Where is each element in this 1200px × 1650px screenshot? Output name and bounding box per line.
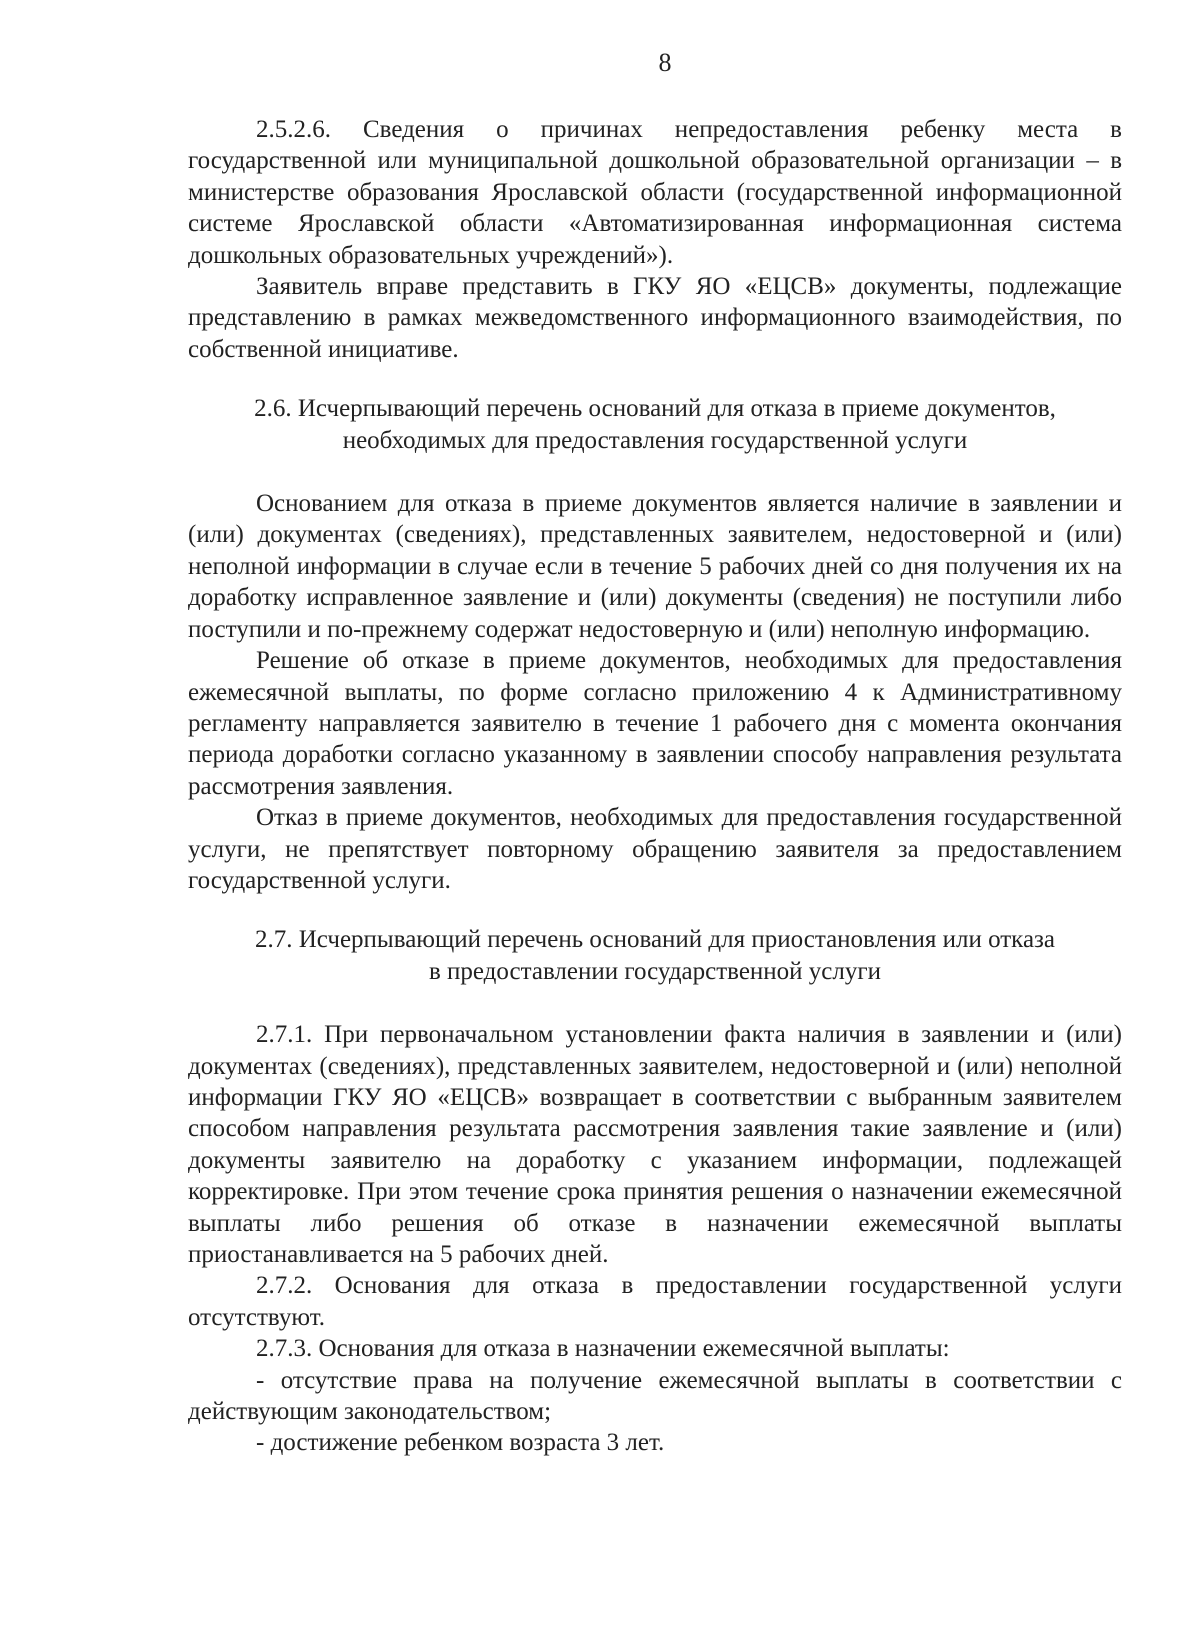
paragraph-2-5-2-6: 2.5.2.6. Сведения о причинах непредоставления ребенку места в государственной или муниципальной дошкольной образовательной организации – в министерстве образования Ярославской области (государственной информационной системе Ярославской области «Автоматизированная информационная система дошкольных образовательных учреждений»). [188,116,1122,269]
paragraph-2-7-1: 2.7.1. При первоначальном установлении факта наличия в заявлении и (или) документах (сведениях), представленных заявителем, недостоверной и (или) неполной информации ГКУ ЯО «ЕЦСВ» возвращает в соответствии с выбранным заявителем способом направления результата рассмотрения заявления такие заявление и (или) документы заявителю на доработку с указанием информации, подлежащей корректировке. При этом течение срока принятия решения о назначении ежемесячной выплаты либо решения об отказе в назначении ежемесячной выплаты приостанавливается на 5 рабочих дней. [188,1021,1122,1268]
page-number: 8 [658,48,672,77]
section-heading-2-7-line1: 2.7. Исчерпывающий перечень оснований для приостановления или отказа [254,926,1056,954]
section-heading-2-6-line1: 2.6. Исчерпывающий перечень оснований для отказа в приеме документов, [254,395,1056,423]
paragraph-refusal-no-obstacle: Отказ в приеме документов, необходимых для предоставления государственной услуги, не препятствует повторному обращению заявителя за предоставлением государственной услуги. [188,804,1122,894]
paragraph-refusal-grounds: Основанием для отказа в приеме документов является наличие в заявлении и (или) документах (сведениях), представленных заявителем, недостоверной и (или) неполной информации в случае если в течение 5 рабочих дней со дня получения их на доработку исправленное заявление и (или) документы (сведения) не поступили либо поступили и по-прежнему содержат недостоверную и (или) неполную информацию. [188,490,1122,643]
paragraph-applicant-right: Заявитель вправе представить в ГКУ ЯО «ЕЦСВ» документы, подлежащие представлению в рамках межведомственного информационного взаимодействия, по собственной инициативе. [188,273,1122,363]
paragraph-refusal-decision: Решение об отказе в приеме документов, необходимых для предоставления ежемесячной выплаты, по форме согласно приложению 4 к Административному регламенту направляется заявителю в течение 1 рабочего дня с момента окончания периода доработки согласно указанному в заявлении способу направления результата рассмотрения заявления. [188,647,1122,800]
section-heading-2-7 [188,924,1122,987]
list-item-age-limit: - достижение ребенком возраста 3 лет. [256,1429,665,1457]
section-heading-2-6 [188,393,1122,456]
section-heading-2-6-line2: необходимых для предоставления государственной услуги [342,426,968,454]
list-item-no-right: - отсутствие права на получение ежемесячной выплаты в соответствии с действующим законодательством; [188,1366,1122,1426]
paragraph-2-7-2: 2.7.2. Основания для отказа в предоставлении государственной услуги отсутствуют. [188,1272,1122,1331]
section-heading-2-7-line2: в предоставлении государственной услуги [428,957,882,985]
paragraph-2-7-3: 2.7.3. Основания для отказа в назначении ежемесячной выплаты: [256,1335,950,1363]
